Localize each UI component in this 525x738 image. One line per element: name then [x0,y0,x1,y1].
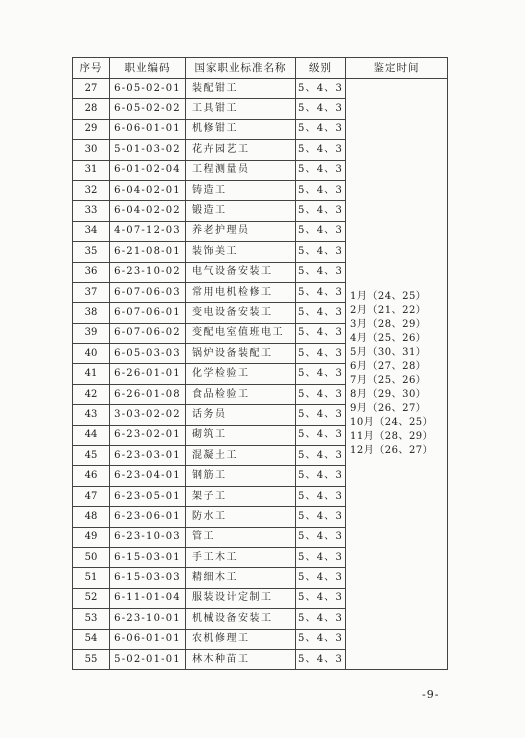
cell-level: 5、4、3 [296,568,346,588]
cell-name: 工具钳工 [186,99,296,119]
cell-seq: 38 [73,303,110,323]
cell-code: 6-23-05-01 [110,486,186,506]
cell-seq: 36 [73,262,110,282]
schedule-item: 11月（28、29） [350,431,434,443]
cell-name: 食品检验工 [186,384,296,404]
cell-name: 服装设计定制工 [186,588,296,608]
header-name: 国家职业标准名称 [186,58,296,79]
cell-code: 6-11-01-04 [110,588,186,608]
schedule-item: 4月（25、26） [350,333,427,345]
cell-level: 5、4、3 [296,282,346,302]
cell-name: 养老护理员 [186,221,296,241]
cell-name: 锅炉设备装配工 [186,344,296,364]
cell-name: 钢筋工 [186,466,296,486]
cell-level: 5、4、3 [296,588,346,608]
header-seq: 序号 [73,58,110,79]
cell-level: 5、4、3 [296,140,346,160]
cell-name: 工程测量员 [186,160,296,180]
cell-level: 5、4、3 [296,425,346,445]
cell-seq: 41 [73,364,110,384]
cell-code: 6-06-01-01 [110,119,186,139]
cell-name: 手工木工 [186,547,296,567]
header-level: 级别 [296,58,346,79]
cell-code: 6-23-10-02 [110,262,186,282]
cell-name: 管工 [186,527,296,547]
cell-name: 架子工 [186,486,296,506]
cell-seq: 33 [73,201,110,221]
cell-code: 6-05-02-01 [110,79,186,99]
schedule-item: 9月（26、27） [350,403,427,415]
cell-seq: 27 [73,79,110,99]
cell-seq: 29 [73,119,110,139]
cell-level: 5、4、3 [296,262,346,282]
cell-name: 常用电机检修工 [186,282,296,302]
occupation-table [72,57,448,670]
schedule-item: 3月（28、29） [350,319,427,331]
cell-level: 5、4、3 [296,466,346,486]
cell-code: 6-05-03-03 [110,344,186,364]
cell-code: 6-15-03-01 [110,547,186,567]
cell-level: 5、4、3 [296,242,346,262]
cell-code: 6-15-03-03 [110,568,186,588]
cell-code: 6-01-02-04 [110,160,186,180]
cell-seq: 42 [73,384,110,404]
schedule-item: 8月（29、30） [350,389,427,401]
cell-seq: 51 [73,568,110,588]
schedule-item: 7月（25、26） [350,375,427,387]
cell-level: 5、4、3 [296,344,346,364]
cell-code: 6-04-02-02 [110,201,186,221]
cell-name: 机修钳工 [186,119,296,139]
cell-code: 6-26-01-01 [110,364,186,384]
cell-seq: 55 [73,649,110,669]
cell-seq: 52 [73,588,110,608]
cell-seq: 34 [73,221,110,241]
cell-level: 5、4、3 [296,384,346,404]
cell-name: 农机修理工 [186,629,296,649]
cell-seq: 44 [73,425,110,445]
cell-seq: 35 [73,242,110,262]
cell-code: 6-23-02-01 [110,425,186,445]
cell-code: 6-23-10-03 [110,527,186,547]
cell-code: 6-07-06-03 [110,282,186,302]
table-header-row [73,58,448,79]
header-time: 鉴定时间 [346,58,448,79]
cell-name: 铸造工 [186,180,296,200]
cell-name: 变配电室值班电工 [186,323,296,343]
cell-code: 6-07-06-01 [110,303,186,323]
schedule-item: 2月（21、22） [350,305,427,317]
cell-code: 6-07-06-02 [110,323,186,343]
cell-name: 变电设备安装工 [186,303,296,323]
cell-seq: 31 [73,160,110,180]
cell-seq: 54 [73,629,110,649]
cell-code: 6-23-03-01 [110,446,186,466]
cell-seq: 43 [73,405,110,425]
schedule-item: 6月（27、28） [350,361,427,373]
cell-seq: 40 [73,344,110,364]
cell-level: 5、4、3 [296,201,346,221]
cell-seq: 45 [73,446,110,466]
cell-name: 花卉园艺工 [186,140,296,160]
schedule-item: 5月（30、31） [350,347,427,359]
cell-level: 5、4、3 [296,507,346,527]
cell-name: 机械设备安装工 [186,609,296,629]
cell-seq: 46 [73,466,110,486]
cell-code: 3-03-02-02 [110,405,186,425]
table-row [73,79,448,99]
header-code: 职业编码 [110,58,186,79]
cell-level: 5、4、3 [296,609,346,629]
cell-code: 6-26-01-08 [110,384,186,404]
schedule-item: 1月（24、25） [350,291,427,303]
cell-name: 锻造工 [186,201,296,221]
cell-level: 5、4、3 [296,99,346,119]
schedule-item: 10月（24、25） [350,417,434,429]
cell-code: 4-07-12-03 [110,221,186,241]
cell-level: 5、4、3 [296,323,346,343]
page-number: -9- [422,688,440,701]
cell-name: 林木种苗工 [186,649,296,669]
cell-level: 5、4、3 [296,649,346,669]
cell-schedule [346,79,448,670]
cell-level: 5、4、3 [296,486,346,506]
cell-level: 5、4、3 [296,303,346,323]
cell-level: 5、4、3 [296,79,346,99]
cell-seq: 30 [73,140,110,160]
cell-code: 5-02-01-01 [110,649,186,669]
cell-seq: 32 [73,180,110,200]
cell-name: 装配钳工 [186,79,296,99]
cell-code: 6-23-10-01 [110,609,186,629]
cell-name: 话务员 [186,405,296,425]
cell-level: 5、4、3 [296,446,346,466]
cell-code: 6-23-06-01 [110,507,186,527]
cell-seq: 48 [73,507,110,527]
cell-code: 5-01-03-02 [110,140,186,160]
cell-level: 5、4、3 [296,547,346,567]
cell-seq: 49 [73,527,110,547]
cell-name: 防水工 [186,507,296,527]
cell-name: 混凝土工 [186,446,296,466]
cell-seq: 47 [73,486,110,506]
cell-name: 装饰美工 [186,242,296,262]
cell-code: 6-06-01-01 [110,629,186,649]
cell-code: 6-04-02-01 [110,180,186,200]
cell-level: 5、4、3 [296,221,346,241]
cell-code: 6-21-08-01 [110,242,186,262]
cell-code: 6-05-02-02 [110,99,186,119]
cell-level: 5、4、3 [296,180,346,200]
cell-level: 5、4、3 [296,364,346,384]
cell-name: 砌筑工 [186,425,296,445]
cell-seq: 39 [73,323,110,343]
cell-level: 5、4、3 [296,405,346,425]
cell-seq: 37 [73,282,110,302]
cell-level: 5、4、3 [296,527,346,547]
cell-code: 6-23-04-01 [110,466,186,486]
cell-level: 5、4、3 [296,160,346,180]
cell-name: 化学检验工 [186,364,296,384]
schedule-item: 12月（26、27） [350,445,434,457]
cell-name: 电气设备安装工 [186,262,296,282]
table-body [73,79,448,670]
cell-name: 精细木工 [186,568,296,588]
cell-seq: 53 [73,609,110,629]
cell-level: 5、4、3 [296,629,346,649]
cell-seq: 50 [73,547,110,567]
cell-level: 5、4、3 [296,119,346,139]
cell-seq: 28 [73,99,110,119]
